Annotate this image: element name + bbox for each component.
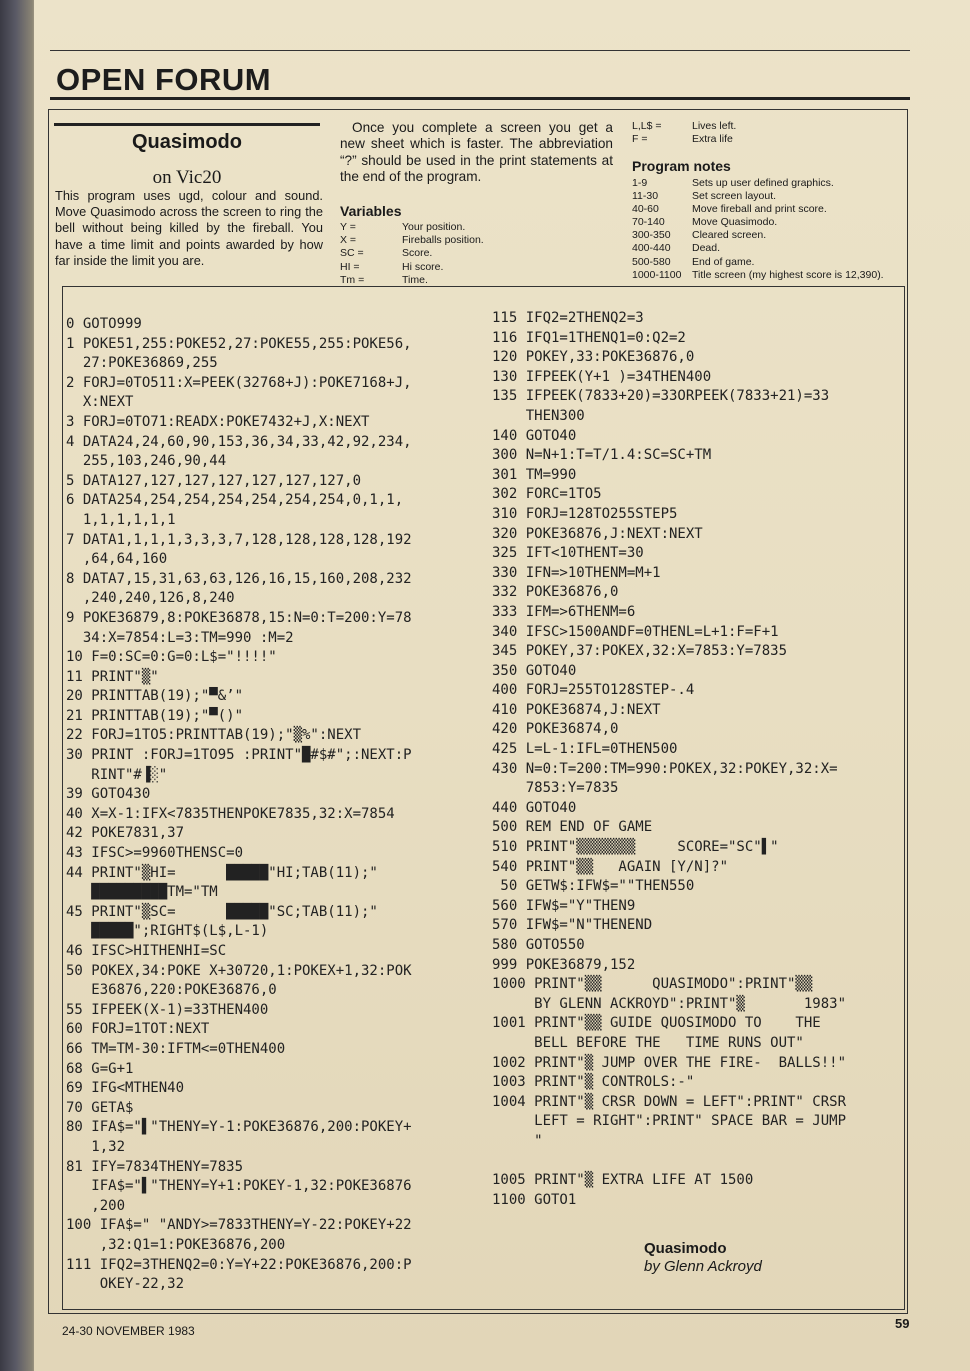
code-line: 100 IFA$=" "ANDY>=7833THENY=Y-22:POKEY+22 bbox=[66, 1217, 412, 1234]
code-line: 11 PRINT"▒" bbox=[66, 668, 159, 685]
program-notes-list bbox=[632, 177, 908, 282]
code-line: 255,103,246,90,44 bbox=[66, 453, 227, 470]
code-line: 345 POKEY,37:POKEX,32:X=7853:Y=7835 bbox=[492, 643, 788, 660]
code-line: 325 IFT<10THENT=30 bbox=[492, 545, 644, 562]
article-title: Quasimodo bbox=[131, 131, 242, 153]
code-line: 0 GOTO999 bbox=[66, 316, 142, 332]
lives-row bbox=[632, 120, 832, 133]
code-line: 1005 PRINT"▒ EXTRA LIFE AT 1500 bbox=[492, 1172, 754, 1189]
article-title-rule bbox=[54, 123, 320, 126]
code-line: 300 N=N+1:T=T/1.4:SC=SC+TM bbox=[492, 447, 712, 464]
variable-desc: Your position. bbox=[402, 221, 466, 233]
code-line: 340 IFSC>1500ANDF=0THENL=L+1:F=F+1 bbox=[492, 623, 779, 640]
lives-desc: Extra life bbox=[692, 133, 733, 146]
note-desc: Dead. bbox=[692, 242, 721, 255]
variable-name: Tm = bbox=[340, 273, 365, 286]
note-lines: 70-140 bbox=[632, 216, 665, 229]
code-line: 21 PRINTTAB(19);"▀()" bbox=[66, 707, 244, 724]
article-intro: This program uses ugd, colour and sound. Move Quasimodo across the screen to ring the bell without being killed by the fireball. You have a time limit and points awarded by how far inside the limit you are. bbox=[55, 188, 323, 268]
code-line: 1,1,1,1,1,1 bbox=[66, 511, 176, 528]
code-line: 410 POKE36874,J:NEXT bbox=[492, 701, 661, 718]
code-line: 116 IFQ1=1THENQ1=0:Q2=2 bbox=[492, 329, 686, 346]
program-notes-heading: Program notes bbox=[632, 158, 731, 174]
lives-row bbox=[632, 133, 832, 146]
code-line: 1003 PRINT"▒ CONTROLS:-" bbox=[492, 1074, 695, 1091]
note-desc: End of game. bbox=[692, 255, 755, 268]
code-line: RINT"#▐░" bbox=[66, 766, 168, 783]
note-lines: 300-350 bbox=[632, 229, 671, 242]
code-line: 1 POKE51,255:POKE52,27:POKE55,255:POKE56, bbox=[66, 335, 412, 352]
code-line: 332 POKE36876,0 bbox=[492, 584, 619, 601]
section-title: OPEN FORUM bbox=[56, 62, 272, 97]
code-line: 570 IFW$="N"THENEND bbox=[492, 917, 653, 934]
code-line: 320 POKE36876,J:NEXT:NEXT bbox=[492, 525, 703, 542]
code-line: 420 POKE36874,0 bbox=[492, 721, 619, 738]
program-note-row bbox=[632, 190, 908, 203]
note-lines: 11-30 bbox=[632, 190, 659, 203]
credit-author: by Glenn Ackroyd bbox=[644, 1258, 762, 1275]
code-line: 1100 GOTO1 bbox=[492, 1191, 577, 1208]
variable-name: SC = bbox=[340, 247, 364, 260]
code-line: 500 REM END OF GAME bbox=[492, 819, 653, 836]
code-line: 39 GOTO430 bbox=[66, 786, 151, 803]
code-line: 9 POKE36879,8:POKE36878,15:N=0:T=200:Y=78 bbox=[66, 609, 412, 626]
code-line: 50 POKEX,34:POKE X+30720,1:POKEX+1,32:POK bbox=[66, 962, 412, 979]
code-line: 81 IFY=7834THENY=7835 bbox=[66, 1158, 244, 1175]
title-rule bbox=[50, 97, 910, 100]
code-line: 22 FORJ=1TO5:PRINTTAB(19);"▒%":NEXT bbox=[66, 727, 362, 744]
program-note-row bbox=[632, 242, 908, 255]
code-line: 1002 PRINT"▒ JUMP OVER THE FIRE- BALLS!!" bbox=[492, 1054, 847, 1071]
program-note-row bbox=[632, 203, 908, 216]
code-line: 66 TM=TM-30:IFTM<=0THEN400 bbox=[66, 1040, 286, 1057]
code-line: X:NEXT bbox=[66, 394, 134, 411]
note-desc: Move fireball and print score. bbox=[692, 203, 827, 216]
code-line: 440 GOTO40 bbox=[492, 799, 577, 816]
code-line: 42 POKE7831,37 bbox=[66, 825, 185, 842]
code-line: IFA$="▌"THENY=Y+1:POKEY-1,32:POKE36876 bbox=[66, 1178, 412, 1195]
footer-date: 24-30 NOVEMBER 1983 bbox=[62, 1324, 195, 1338]
variable-name: X = bbox=[340, 234, 357, 247]
note-desc: Sets up user defined graphics. bbox=[692, 177, 834, 189]
code-line: 301 TM=990 bbox=[492, 466, 577, 483]
note-lines: 500-580 bbox=[632, 255, 671, 268]
code-line: █████████TM="TM bbox=[66, 884, 218, 901]
variables-heading: Variables bbox=[340, 203, 402, 219]
code-line: 130 IFPEEK(Y+1 )=34THEN400 bbox=[492, 368, 712, 385]
code-line: 60 FORJ=1TOT:NEXT bbox=[66, 1021, 210, 1038]
page-number: 59 bbox=[895, 1316, 910, 1331]
program-note-row bbox=[632, 177, 908, 190]
code-line: E36876,220:POKE36876,0 bbox=[66, 982, 277, 999]
code-line: 111 IFQ2=3THENQ2=0:Y=Y+22:POKE36876,200:P bbox=[66, 1256, 412, 1273]
code-line: 580 GOTO550 bbox=[492, 937, 585, 953]
code-line: " bbox=[492, 1132, 543, 1149]
code-line: 46 IFSC>HITHENHI=SC bbox=[66, 943, 227, 959]
code-line: 430 N=0:T=200:TM=990:POKEX,32:POKEY,32:X= bbox=[492, 760, 838, 777]
code-line bbox=[492, 1152, 846, 1172]
code-line: 302 FORC=1TO5 bbox=[492, 486, 602, 503]
code-line: 20 PRINTTAB(19);"▀&’" bbox=[66, 688, 244, 705]
code-line: ,240,240,126,8,240 bbox=[66, 590, 235, 607]
note-lines: 1-9 bbox=[632, 177, 648, 189]
note-lines: 400-440 bbox=[632, 242, 671, 255]
article-sheet-note: Once you complete a screen you get a new sheet which is faster. The abbreviation “?” should be used in the print statements at the end of the program. bbox=[340, 120, 613, 185]
code-line: 34:X=7854:L=3:TM=990 :M=2 bbox=[66, 629, 294, 646]
code-line: 310 FORJ=128TO255STEP5 bbox=[492, 505, 678, 522]
program-note-row bbox=[632, 229, 908, 242]
note-desc: Title screen (my highest score is 12,390). bbox=[692, 268, 884, 281]
variable-row bbox=[340, 261, 630, 274]
code-line: 115 IFQ2=2THENQ2=3 bbox=[492, 310, 644, 326]
code-line: 1000 PRINT"▒▒ QUASIMODO":PRINT"▒▒ bbox=[492, 976, 813, 993]
code-line: 6 DATA254,254,254,254,254,254,254,0,1,1, bbox=[66, 492, 404, 509]
lives-name: F = bbox=[632, 133, 648, 146]
note-desc: Move Quasimodo. bbox=[692, 216, 778, 229]
program-note-row bbox=[632, 216, 908, 229]
code-line: 5 DATA127,127,127,127,127,127,127,0 bbox=[66, 472, 362, 489]
code-line: 4 DATA24,24,60,90,153,36,34,33,42,92,234, bbox=[66, 433, 412, 450]
code-line: THEN300 bbox=[492, 407, 585, 424]
code-line: 45 PRINT"▒SC= █████"SC;TAB(11);" bbox=[66, 903, 378, 920]
code-line: ,200 bbox=[66, 1197, 126, 1214]
variable-desc: Score. bbox=[402, 247, 433, 260]
code-line: 68 G=G+1 bbox=[66, 1060, 134, 1077]
code-line: 120 POKEY,33:POKE36876,0 bbox=[492, 349, 695, 366]
code-line: BY GLENN ACKROYD":PRINT"▒ 1983" bbox=[492, 995, 847, 1012]
variables-list bbox=[340, 221, 630, 287]
credit-title: Quasimodo bbox=[644, 1240, 727, 1257]
listing-column-right bbox=[492, 309, 846, 1210]
code-line: 69 IFG<MTHEN40 bbox=[66, 1080, 185, 1097]
code-line: LEFT = RIGHT":PRINT" SPACE BAR = JUMP bbox=[492, 1113, 847, 1130]
code-line: 330 IFN=>10THENM=M+1 bbox=[492, 564, 661, 581]
code-line: 400 FORJ=255TO128STEP-.4 bbox=[492, 682, 695, 699]
variable-desc: Time. bbox=[402, 273, 428, 286]
note-lines: 40-60 bbox=[632, 203, 659, 216]
code-line: 510 PRINT"▒▒▒▒▒▒▒ SCORE="SC"▌" bbox=[492, 839, 779, 856]
code-line: 44 PRINT"▒HI= █████"HI;TAB(11);" bbox=[66, 864, 378, 881]
code-line: 55 IFPEEK(X-1)=33THEN400 bbox=[66, 1001, 269, 1018]
code-line: 333 IFM=>6THENM=6 bbox=[492, 603, 636, 620]
code-line: 50 GETW$:IFW$=""THEN550 bbox=[492, 878, 695, 895]
variable-row bbox=[340, 221, 630, 234]
code-line: OKEY-22,32 bbox=[66, 1276, 185, 1293]
lives-list bbox=[632, 120, 832, 146]
code-line: 7853:Y=7835 bbox=[492, 780, 619, 797]
code-line: ,32:Q1=1:POKE36876,200 bbox=[66, 1236, 286, 1253]
code-line: 999 POKE36879,152 bbox=[492, 956, 636, 973]
code-line: 560 IFW$="Y"THEN9 bbox=[492, 897, 636, 914]
program-note-row bbox=[632, 256, 908, 269]
code-line: 1004 PRINT"▒ CRSR DOWN = LEFT":PRINT" CRSR bbox=[492, 1093, 847, 1110]
code-line: 40 X=X-1:IFX<7835THENPOKE7835,32:X=7854 bbox=[66, 805, 395, 822]
code-line: ,64,64,160 bbox=[66, 551, 168, 568]
article-platform: on Vic20 bbox=[152, 167, 222, 188]
program-note-row bbox=[632, 269, 908, 282]
code-line: █████";RIGHT$(L$,L-1) bbox=[66, 923, 269, 940]
note-desc: Set screen layout. bbox=[692, 190, 777, 203]
code-line: 70 GETA$ bbox=[66, 1099, 134, 1116]
code-line: 540 PRINT"▒▒ AGAIN [Y/N]?" bbox=[492, 858, 729, 875]
lives-name: L,L$ = bbox=[632, 120, 662, 132]
code-line: 140 GOTO40 bbox=[492, 427, 577, 444]
variable-name: Y = bbox=[340, 221, 356, 233]
code-line: 8 DATA7,15,31,63,63,126,16,15,160,208,232 bbox=[66, 570, 412, 587]
code-line: BELL BEFORE THE TIME RUNS OUT" bbox=[492, 1034, 804, 1051]
code-line: 80 IFA$="▌"THENY=Y-1:POKE36876,200:POKEY+ bbox=[66, 1119, 412, 1136]
note-desc: Cleared screen. bbox=[692, 229, 767, 242]
code-line: 350 GOTO40 bbox=[492, 662, 577, 679]
code-line: 10 F=0:SC=0:G=0:L$="!!!!" bbox=[66, 649, 277, 666]
note-lines: 1000-1100 bbox=[632, 268, 682, 281]
variable-row bbox=[340, 234, 630, 247]
listing-column-left bbox=[66, 315, 412, 1295]
code-line: 1001 PRINT"▒▒ GUIDE QUOSIMODO TO THE bbox=[492, 1015, 821, 1032]
code-line: 2 FORJ=0TO511:X=PEEK(32768+J):POKE7168+J, bbox=[66, 374, 412, 391]
code-line: 30 PRINT :FORJ=1TO95 :PRINT"█#$#";:NEXT:P bbox=[66, 747, 412, 764]
code-line: 27:POKE36869,255 bbox=[66, 355, 218, 372]
code-line: 7 DATA1,1,1,1,3,3,3,7,128,128,128,128,192 bbox=[66, 531, 412, 548]
variable-name: HI = bbox=[340, 260, 360, 273]
lives-desc: Lives left. bbox=[692, 120, 737, 132]
code-line: 3 FORJ=0TO71:READX:POKE7432+J,X:NEXT bbox=[66, 413, 370, 430]
code-line: 43 IFSC>=9960THENSC=0 bbox=[66, 845, 244, 862]
variable-desc: Hi score. bbox=[402, 260, 444, 273]
variable-desc: Fireballs position. bbox=[402, 234, 484, 247]
variable-row bbox=[340, 247, 630, 260]
code-line: 425 L=L-1:IFL=0THEN500 bbox=[492, 741, 678, 758]
top-rule bbox=[50, 50, 910, 51]
code-line: 135 IFPEEK(7833+20)=33ORPEEK(7833+21)=33 bbox=[492, 388, 830, 405]
code-line: 1,32 bbox=[66, 1138, 126, 1155]
